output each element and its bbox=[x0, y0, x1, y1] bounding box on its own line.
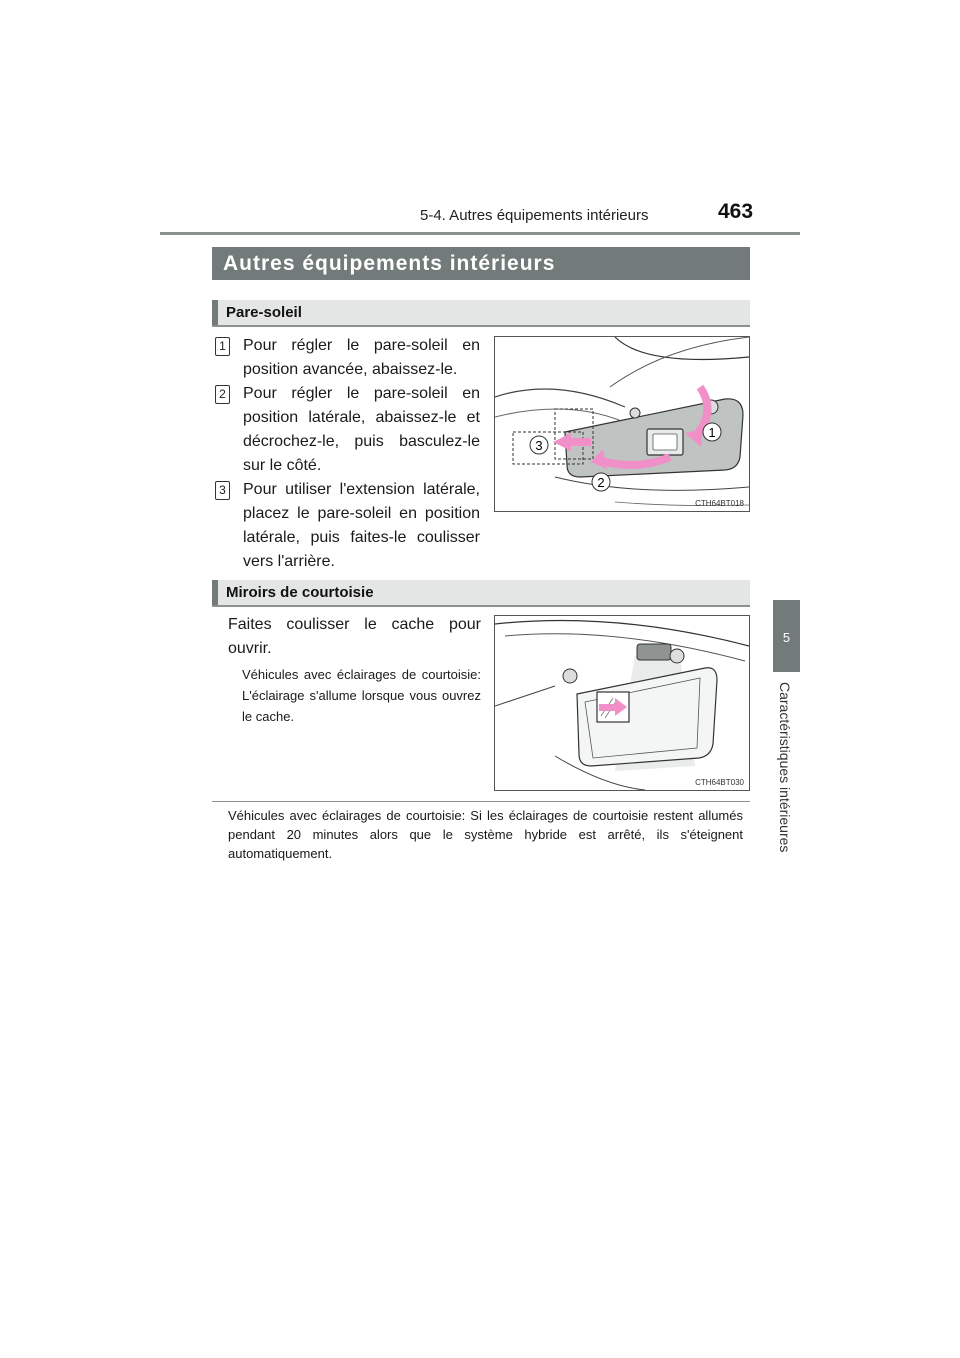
page-title: Autres équipements intérieurs bbox=[212, 247, 750, 280]
step-number: 3 bbox=[215, 481, 230, 500]
vanity-mirror-note: Véhicules avec éclairages de courtoisie: L'éclairage s'allume lorsque vous ouvrez le cache. bbox=[242, 667, 481, 724]
footnote-text: Véhicules avec éclairages de courtoisie: Si les éclairages de courtoisie restent allumés pendant 20 minutes alors que le système hybride est arrêté, ils s'éteignent automatiquement. bbox=[228, 808, 743, 861]
callout-2: 2 bbox=[597, 475, 605, 490]
footnote-divider bbox=[212, 801, 750, 802]
header-section-title: 5-4. Autres équipements intérieurs bbox=[420, 207, 649, 224]
vanity-mirror-illustration bbox=[494, 615, 750, 791]
header-divider bbox=[160, 232, 800, 235]
sun-visor-drawing bbox=[495, 337, 749, 511]
chapter-tab bbox=[773, 600, 800, 672]
callout-1: 1 bbox=[708, 425, 716, 440]
step-1 bbox=[215, 334, 480, 382]
step-text: Pour régler le pare-soleil en position latérale, abaissez-le et décrochez-le, puis basculez-le sur le côté. bbox=[243, 385, 480, 474]
callout-3: 3 bbox=[535, 438, 543, 453]
step-number: 2 bbox=[215, 385, 230, 404]
chapter-number: 5 bbox=[782, 630, 791, 645]
vanity-mirror-paragraph: Faites coulisser le cache pour ouvrir. bbox=[228, 616, 481, 657]
section-heading-text: Miroirs de courtoisie bbox=[226, 584, 374, 601]
step-text: Pour utiliser l'extension latérale, placez le pare-soleil en position latérale, puis faites-le coulisser vers l'arrière. bbox=[243, 481, 480, 570]
figure-code: CTH64BT030 bbox=[695, 778, 744, 787]
step-number: 1 bbox=[215, 337, 230, 356]
step-text: Pour régler le pare-soleil en position avancée, abaissez-le. bbox=[243, 337, 480, 378]
step-2 bbox=[215, 382, 480, 478]
vanity-mirror-drawing bbox=[495, 616, 749, 790]
section-heading-vanity-mirror bbox=[212, 580, 750, 607]
figure-code: CTH64BT018 bbox=[695, 499, 744, 508]
page-number: 463 bbox=[718, 200, 754, 223]
sun-visor-illustration bbox=[494, 336, 750, 512]
section-heading-sun-visor bbox=[212, 300, 750, 327]
section-heading-text: Pare-soleil bbox=[226, 304, 302, 321]
chapter-label: Caractéristiques intérieures bbox=[777, 682, 793, 853]
step-3 bbox=[215, 478, 480, 574]
chapter-label-wrap bbox=[773, 682, 800, 872]
